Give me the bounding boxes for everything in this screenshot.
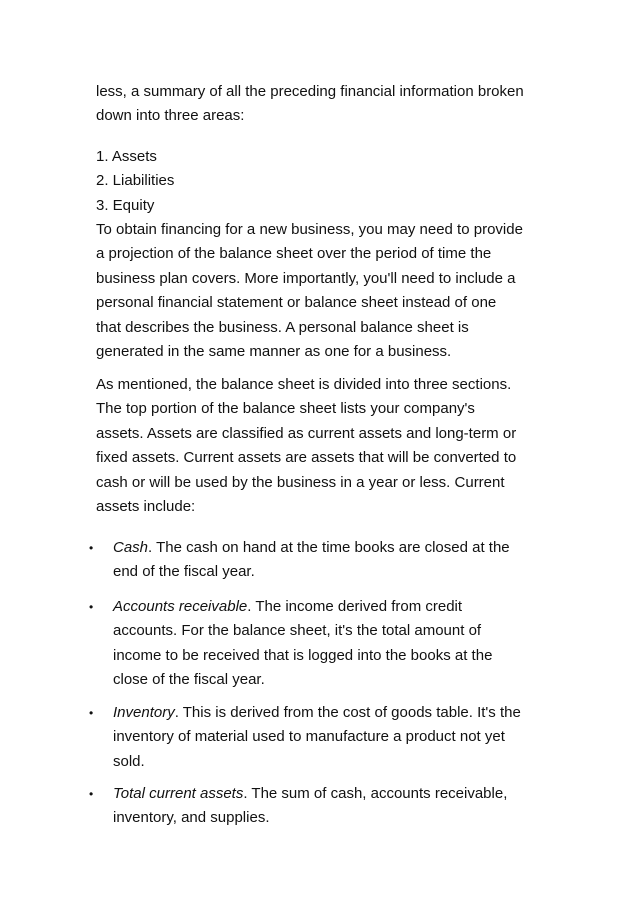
- financing-line: a projection of the balance sheet over the period of time the: [96, 245, 492, 263]
- term-cash: Cash: [113, 539, 149, 556]
- bullet-icon: •: [89, 787, 94, 801]
- term-description: . The income derived from credit: [247, 598, 463, 615]
- list-item-line: inventory of material used to manufacture a product not yet: [113, 728, 505, 746]
- list-item-text: [113, 782, 553, 831]
- area-item-equity: 3. Equity: [96, 196, 155, 214]
- sections-paragraph: [96, 373, 556, 519]
- financing-line: To obtain financing for a new business, you may need to provide: [96, 221, 523, 238]
- intro-line: less, a summary of all the preceding financial information broken: [96, 83, 524, 100]
- list-item-line: inventory, and supplies.: [113, 809, 270, 827]
- sections-line: assets. Assets are classified as current assets and long-term or: [96, 424, 517, 442]
- list-item-first-line: [113, 595, 553, 619]
- term-total-current-assets: Total current assets: [113, 785, 244, 802]
- list-item-line: sold.: [113, 752, 145, 770]
- list-item-first-line: [113, 782, 553, 806]
- intro-paragraph: [96, 80, 556, 129]
- sections-line: assets include:: [96, 498, 196, 516]
- bullet-icon: •: [89, 706, 94, 720]
- list-item-text: [113, 701, 553, 774]
- term-inventory: Inventory: [113, 704, 175, 721]
- term-accounts-receivable: Accounts receivable: [113, 598, 248, 615]
- term-description: . This is derived from the cost of goods table. It's the: [174, 704, 521, 721]
- sections-line: fixed assets. Current assets are assets that will be converted to: [96, 449, 517, 467]
- financing-line: generated in the same manner as one for a business.: [96, 343, 452, 361]
- list-item-line: end of the fiscal year.: [113, 563, 255, 581]
- list-item-text: [113, 595, 553, 693]
- list-item-line: close of the fiscal year.: [113, 671, 265, 689]
- financing-paragraph: [96, 218, 556, 364]
- financing-line: business plan covers. More importantly, you'll need to include a: [96, 269, 516, 287]
- list-item-first-line: [113, 536, 553, 560]
- list-item-text: [113, 536, 553, 585]
- financing-line: personal financial statement or balance sheet instead of one: [96, 294, 497, 312]
- areas-list: [96, 145, 556, 218]
- bullet-icon: •: [89, 600, 94, 614]
- sections-line: The top portion of the balance sheet lists your company's: [96, 400, 475, 418]
- term-description: . The sum of cash, accounts receivable,: [243, 785, 508, 802]
- area-item-assets: 1. Assets: [96, 148, 157, 165]
- list-item-line: income to be received that is logged into the books at the: [113, 646, 493, 664]
- term-description: . The cash on hand at the time books are closed at the: [148, 539, 510, 556]
- list-item-line: accounts. For the balance sheet, it's the total amount of: [113, 622, 482, 640]
- area-item-liabilities: 2. Liabilities: [96, 172, 175, 190]
- financing-line: that describes the business. A personal balance sheet is: [96, 318, 469, 336]
- sections-line: As mentioned, the balance sheet is divided into three sections.: [96, 376, 512, 393]
- sections-line: cash or will be used by the business in a year or less. Current: [96, 473, 505, 491]
- intro-line: down into three areas:: [96, 107, 245, 125]
- list-item-first-line: [113, 701, 553, 725]
- bullet-icon: •: [89, 541, 94, 555]
